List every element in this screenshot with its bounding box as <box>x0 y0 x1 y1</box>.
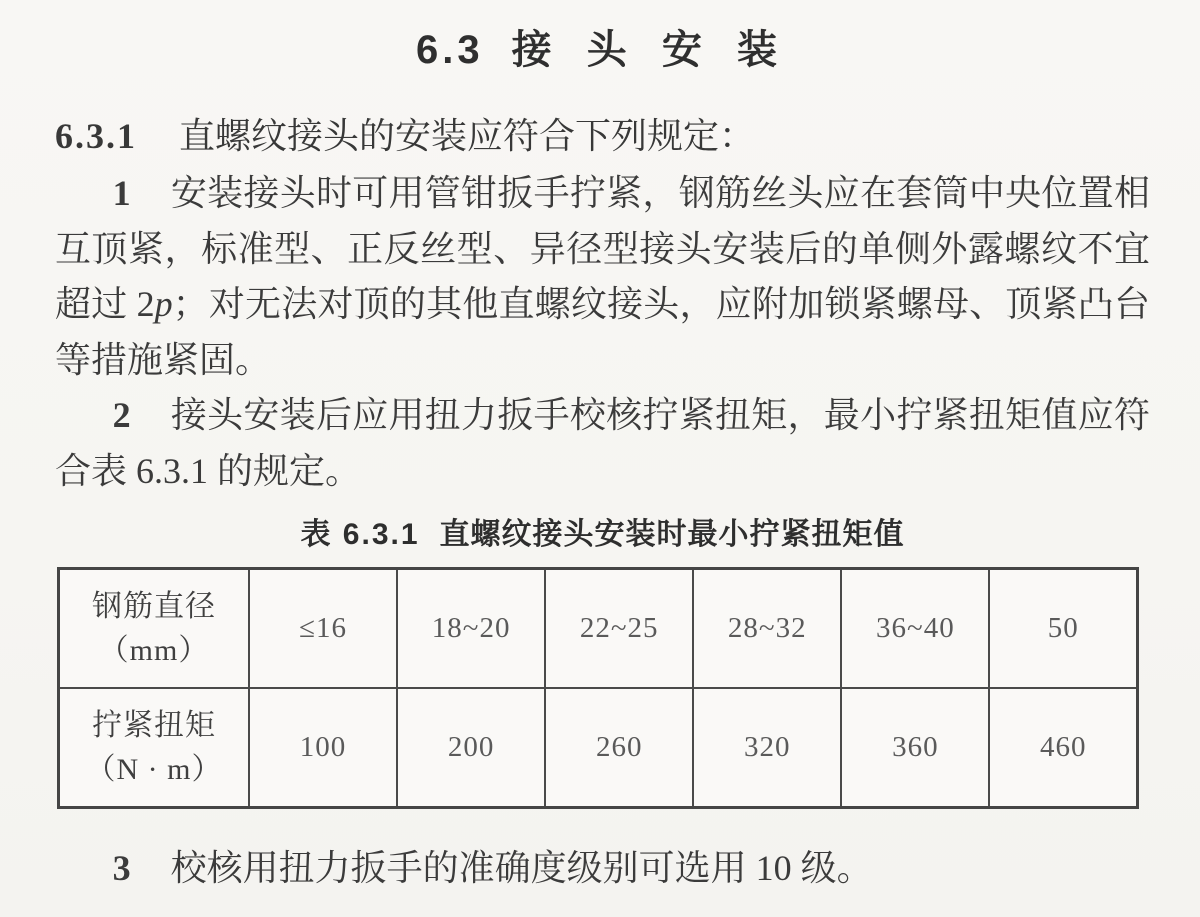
item-1-text-before: 安装接头时可用管钳扳手拧紧，钢筋丝头应在套筒中央位置相互顶紧，标准型、正反丝型、异径型接头安装后的单侧外露螺纹不宜超过 2 <box>55 173 1150 324</box>
item-2-number: 2 <box>112 395 131 435</box>
torque-cell-5: 360 <box>841 688 989 808</box>
torque-cell-3: 260 <box>545 688 693 808</box>
item-2-paragraph <box>55 388 1150 499</box>
torque-cell-4: 320 <box>693 688 841 808</box>
item-3-number: 3 <box>112 848 131 888</box>
torque-cell-1: 100 <box>249 688 397 808</box>
item-2-text: 接头安装后应用扭力扳手校核拧紧扭矩，最小拧紧扭矩值应符合表 6.3.1 的规定。 <box>55 395 1150 491</box>
item-3-text: 校核用扭力扳手的准确度级别可选用 10 级。 <box>170 848 873 888</box>
table-row-torque <box>59 688 1138 808</box>
diameter-cell-6: 50 <box>989 569 1137 689</box>
torque-cell-2: 200 <box>397 688 545 808</box>
row-header-torque-unit: （N · m） <box>85 752 223 786</box>
torque-cell-6: 460 <box>989 688 1137 808</box>
section-title <box>55 24 1150 76</box>
torque-table <box>57 567 1139 809</box>
row-header-diameter <box>59 569 250 689</box>
item-1-paragraph <box>55 166 1150 388</box>
item-1-text-after: ；对无法对顶的其他直螺纹接头，应附加锁紧螺母、顶紧凸台等措施紧固。 <box>55 284 1150 380</box>
diameter-cell-4: 28~32 <box>693 569 841 689</box>
clause-heading <box>55 108 1150 164</box>
table-caption-label: 表 6.3.1 <box>300 518 420 551</box>
row-header-torque-line1: 拧紧扭矩 <box>92 708 216 742</box>
table-caption-text: 直螺纹接头安装时最小拧紧扭矩值 <box>439 518 905 551</box>
clause-text: 直螺纹接头的安装应符合下列规定： <box>179 116 756 156</box>
item-3-paragraph <box>55 841 1150 897</box>
diameter-cell-2: 18~20 <box>397 569 545 689</box>
diameter-cell-5: 36~40 <box>841 569 989 689</box>
row-header-torque <box>59 688 250 808</box>
item-1-variable-p: p <box>154 284 173 324</box>
item-1-number: 1 <box>112 173 131 213</box>
diameter-cell-1: ≤16 <box>249 569 397 689</box>
clause-number: 6.3.1 <box>55 116 137 156</box>
diameter-cell-3: 22~25 <box>545 569 693 689</box>
section-title-text: 接 头 安 装 <box>511 28 789 72</box>
table-caption <box>55 515 1150 555</box>
section-number: 6.3 <box>416 28 484 72</box>
row-header-diameter-unit: （mm） <box>98 633 210 667</box>
row-header-diameter-line1: 钢筋直径 <box>92 589 216 623</box>
table-row-diameter <box>59 569 1138 689</box>
